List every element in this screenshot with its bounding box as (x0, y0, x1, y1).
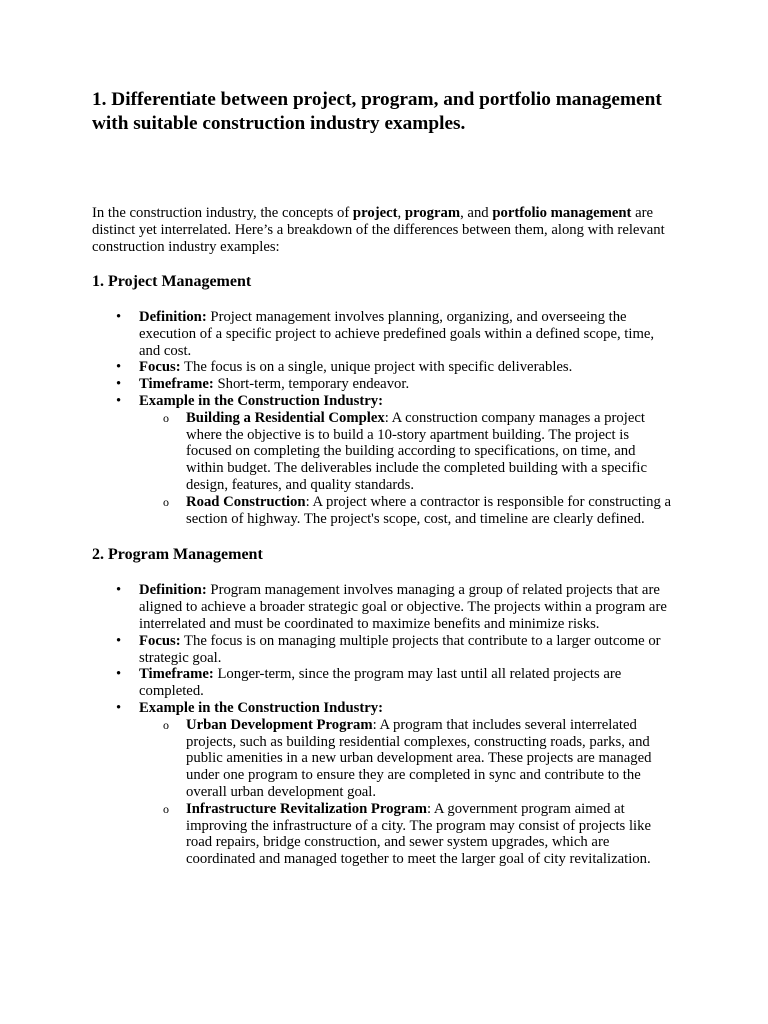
intro-text-1: In the construction industry, the concepts of (92, 205, 353, 221)
sub-list-item (186, 410, 676, 494)
item-label: Example in the Construction Industry: (139, 392, 384, 409)
item-label: Focus: (139, 632, 181, 649)
item-label: Timeframe: (139, 666, 214, 683)
intro-bold-program: program (404, 205, 461, 221)
example-text: : A construction company manages a project where the objective is to build a 10-story apartment building. The project is focused on completing the building according to specifications, on time, and within budget. The deliverables include the completed building with a specific design, features, and quality standards. (186, 409, 648, 493)
list-item (139, 376, 676, 393)
list-item (139, 666, 676, 700)
sub-list-program-examples (139, 717, 676, 868)
section-heading-program-management: 2. Program Management (92, 546, 263, 564)
sub-list-item (186, 801, 676, 868)
list-item (139, 582, 676, 632)
example-label: Road Construction (186, 493, 306, 510)
item-label: Focus: (139, 359, 181, 376)
example-text: : A program that includes several interrelated projects, such as building residential complexes, constructing roads, parks, and public amenities in a new urban development area. These projects are managed under one program to ensure they are completed in sync and contribute to the overall urban development goal. (186, 716, 652, 800)
item-label: Timeframe: (139, 376, 214, 393)
bullet-list-project (92, 309, 676, 527)
sub-list-item (186, 717, 676, 801)
example-label: Urban Development Program (186, 716, 373, 733)
example-label: Building a Residential Complex (186, 409, 385, 426)
section-heading-project-management: 1. Project Management (92, 273, 252, 290)
list-item (139, 309, 676, 359)
sub-list-project-examples (139, 410, 676, 528)
item-text: Longer-term, since the program may last until all related projects are completed. (139, 666, 622, 700)
item-label: Example in the Construction Industry: (139, 699, 384, 716)
item-label: Definition: (139, 309, 207, 325)
list-item (139, 359, 676, 376)
sub-list-item (186, 494, 676, 528)
example-text: : A government program aimed at improving the infrastructure of a city. The program may consist of projects like road repairs, bridge construction, and sewer system upgrades, which are coordinated and managed together to meet the larger goal of city revitalization. (186, 800, 651, 868)
intro-paragraph (92, 205, 676, 256)
intro-text-3: , and (460, 205, 493, 221)
item-text: The focus is on managing multiple projects that contribute to a larger outcome or strategic goal. (139, 632, 661, 666)
intro-bold-portfolio: portfolio management (492, 205, 632, 221)
page-title: 1. Differentiate between project, program, and portfolio management with suitable construction industry examples. (92, 89, 662, 134)
list-item (139, 700, 676, 868)
item-text: Program management involves managing a group of related projects that are aligned to achieve a broader strategic goal or objective. The projects within a program are interrelated and must be coordinated to maximize benefits and minimize risks. (139, 582, 667, 632)
item-text: Short-term, temporary endeavor. (213, 376, 410, 393)
item-text: Project management involves planning, organizing, and overseeing the execution of a specific project to achieve predefined goals within a defined scope, time, and cost. (139, 309, 655, 359)
list-item (139, 633, 676, 667)
item-label: Definition: (139, 582, 207, 599)
example-label: Infrastructure Revitalization Program (186, 800, 427, 817)
intro-text-2: , (397, 205, 405, 221)
item-text: The focus is on a single, unique project with specific deliverables. (180, 359, 573, 376)
example-text: : A project where a contractor is responsible for constructing a section of highway. The project's scope, cost, and timeline are clearly defined. (186, 493, 671, 527)
intro-bold-project: project (352, 205, 398, 221)
intro-text-4: are distinct yet interrelated. Here’s a breakdown of the differences between them, along with relevant construction industry examples: (92, 205, 665, 255)
bullet-list-program (92, 582, 676, 868)
list-item (139, 393, 676, 527)
